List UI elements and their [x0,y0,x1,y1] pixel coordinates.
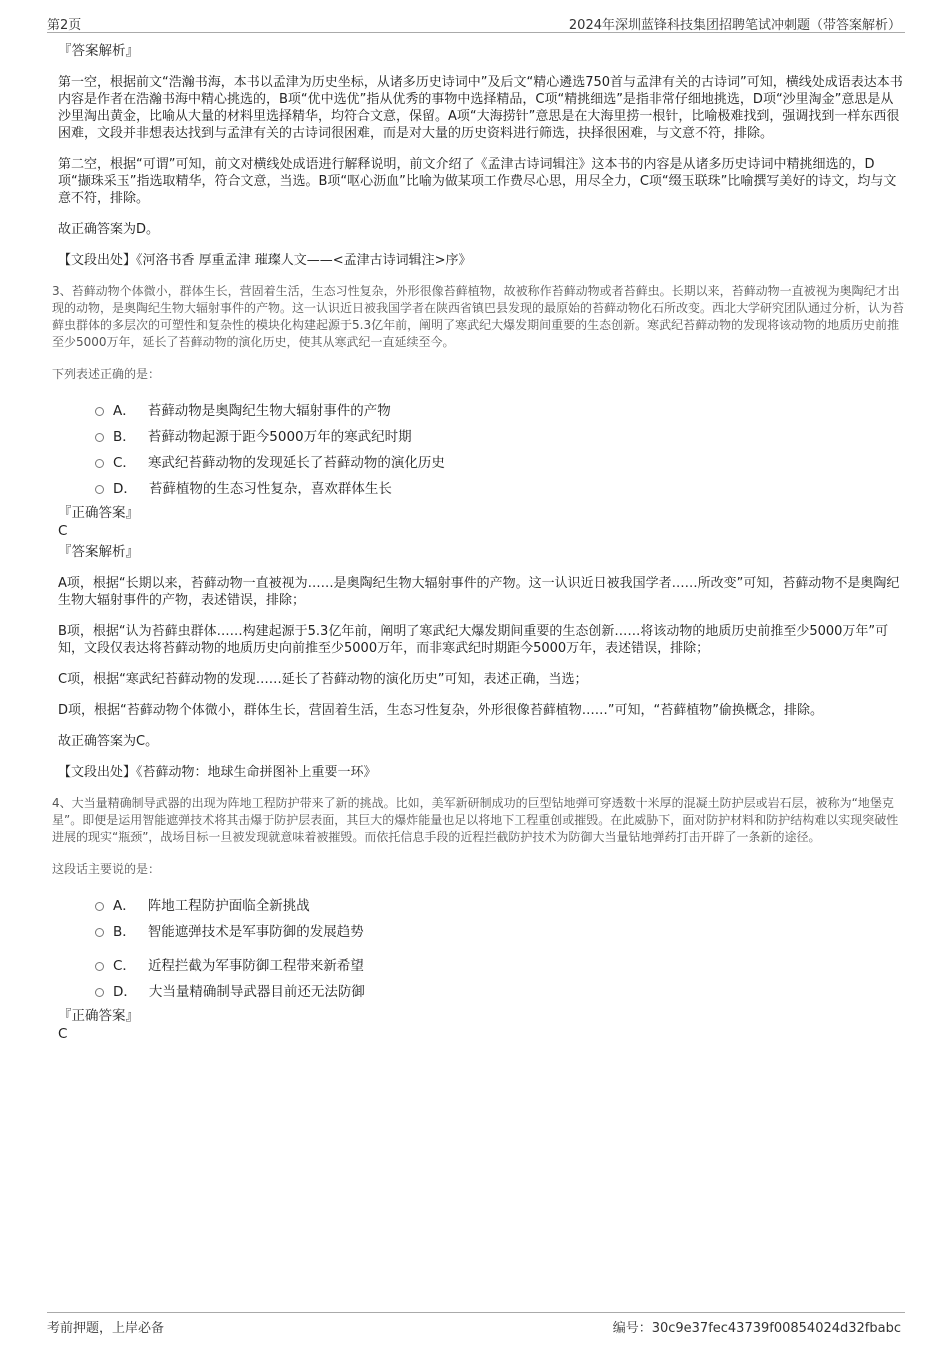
option-d[interactable]: D． 苔藓植物的生态习性复杂，喜欢群体生长 [95,474,905,500]
question-4-answer [58,1007,905,1043]
radio-icon[interactable] [95,928,104,937]
page-header [47,12,905,33]
option-a[interactable]: A． 阵地工程防护面临全新挑战 [95,891,905,917]
analysis-tag: 『答案解析』 [58,544,139,560]
question-4-options [95,891,905,1003]
answer-tag: 『正确答案』 [58,1008,139,1024]
document-title: 2024年深圳蓝锋科技集团招聘笔试冲刺题（带答案解析） [568,18,901,33]
question-3-prompt: 下列表述正确的是： [52,367,161,381]
question-4-text: 4、大当量精确制导武器的出现为阵地工程防护带来了新的挑战。比如，美军新研制成功的巨型钻地弹可穿透数十米厚的混凝土防护层或岩石层，被称为“地堡克星”。即便是运用智能遮弹技术将其击爆于防护层表面，其巨大的爆炸能量也足以将地下工程重创或摧毁。在此威胁下，面对防护材料和防护结构难以实现突破性进展的现实“瓶颈”，战场目标一旦被发现就意味着被摧毁。而依托信息手段的近程拦截防护技术为防御大当量钻地弹药打击开辟了一条新的途径。 [52,796,899,844]
radio-icon[interactable] [95,988,104,997]
answer-value: C [58,523,68,539]
source-citation: 【文段出处】《河洛书香 厚重孟津 璀璨人文——<孟津古诗词辑注>序》 [58,253,472,268]
analysis-tag: 『答案解析』 [58,43,139,59]
option-a[interactable]: A． 苔藓动物是奥陶纪生物大辐射事件的产物 [95,396,905,422]
page-content [47,42,905,1043]
analysis-paragraph: A项，根据“长期以来，苔藓动物一直被视为……是奥陶纪生物大辐射事件的产物。这一认识近日被我国学者……所改变”可知，苔藓动物不是奥陶纪生物大辐射事件的产物，表述错误，排除； [58,576,900,608]
page-number: 第2页 [47,18,82,33]
question-4-prompt: 这段话主要说的是： [52,862,161,876]
option-c[interactable]: C． 近程拦截为军事防御工程带来新希望 [95,951,905,977]
option-b[interactable]: B． 智能遮弹技术是军事防御的发展趋势 [95,917,905,943]
analysis-paragraph: B项，根据“认为苔藓虫群体……构建起源于5.3亿年前，阐明了寒武纪大爆发期间重要的生态创新……将该动物的地质历史前推至少5000万年”可知，文段仅表达将苔藓动物的地质历史向前推至少5000万年，而非寒武纪时期距今5000万年，表述错误，排除； [58,624,889,656]
answer-value: C [58,1026,68,1042]
answer-tag: 『正确答案』 [58,505,139,521]
radio-icon[interactable] [95,433,104,442]
analysis-paragraph: C项，根据“寒武纪苔藓动物的发现……延长了苔藓动物的演化历史”可知，表述正确，当选； [58,672,588,687]
question-3-text: 3、苔藓动物个体微小，群体生长，营固着生活，生态习性复杂，外形很像苔藓植物，故被称作苔藓动物或者苔藓虫。长期以来，苔藓动物一直被视为奥陶纪才出现的动物，是奥陶纪生物大辐射事件的产物。这一认识近日被我国学者在陕西省镇巴县发现的最原始的苔藓动物化石所改变。西北大学研究团队通过分析，认为苔藓虫群体的多层次的可塑性和复杂性的模块化构建起源于5.3亿年前，阐明了寒武纪大爆发期间重要的生态创新。寒武纪苔藓动物的发现将该动物的地质历史前推至少5000万年，延长了苔藓动物的演化历史，使其从寒武纪一直延续至今。 [52,284,905,349]
question-3-answer [58,504,905,781]
option-c[interactable]: C． 寒武纪苔藓动物的发现延长了苔藓动物的演化历史 [95,448,905,474]
option-d[interactable]: D． 大当量精确制导武器目前还无法防御 [95,977,905,1003]
analysis-paragraph: 第二空，根据“可谓”可知，前文对横线处成语进行解释说明，前文介绍了《孟津古诗词辑注》这本书的内容是从诸多历史诗词中精挑细选的，D项“撷珠采玉”指选取精华，符合文意，当选。B项“呕心沥血”比喻为做某项工作费尽心思，用尽全力，C项“缀玉联珠”比喻撰写美好的诗文，均与文意不符，排除。 [58,157,897,206]
radio-icon[interactable] [95,459,104,468]
question-3-options [95,396,905,500]
analysis-paragraph: D项，根据“苔藓动物个体微小，群体生长，营固着生活，生态习性复杂，外形很像苔藓植物……”可知，“苔藓植物”偷换概念，排除。 [58,703,823,718]
footer-slogan: 考前押题，上岸必备 [47,1321,165,1336]
radio-icon[interactable] [95,407,104,416]
page-footer [47,1312,905,1335]
document-id: 编号：30c9e37fec43739f00854024d32fbabc [612,1321,901,1336]
conclusion: 故正确答案为C。 [58,734,159,749]
source-citation: 【文段出处】《苔藓动物：地球生命拼图补上重要一环》 [58,765,377,780]
prev-analysis [58,42,905,269]
option-b[interactable]: B． 苔藓动物起源于距今5000万年的寒武纪时期 [95,422,905,448]
conclusion: 故正确答案为D。 [58,222,160,237]
analysis-paragraph: 第一空，根据前文“浩瀚书海，本书以孟津为历史坐标，从诸多历史诗词中”及后文“精心遴选750首与孟津有关的古诗词”可知，横线处成语表达本书内容是作者在浩瀚书海中精心挑选的，B项“优中选优”指从优秀的事物中选择精品，C项“精挑细选”是指非常仔细地挑选，D项“沙里淘金”意思是从沙里淘出黄金，比喻从大量的材料里选择精华，均符合文意，保留。A项“大海捞针”意思是在大海里捞一根针，比喻极难找到，强调找到一样东西很困难，文段并非想表达找到与孟津有关的古诗词很困难，而是对大量的历史资料进行筛选，抉择很困难，与文意不符，排除。 [58,75,903,141]
radio-icon[interactable] [95,485,104,494]
radio-icon[interactable] [95,962,104,971]
radio-icon[interactable] [95,902,104,911]
